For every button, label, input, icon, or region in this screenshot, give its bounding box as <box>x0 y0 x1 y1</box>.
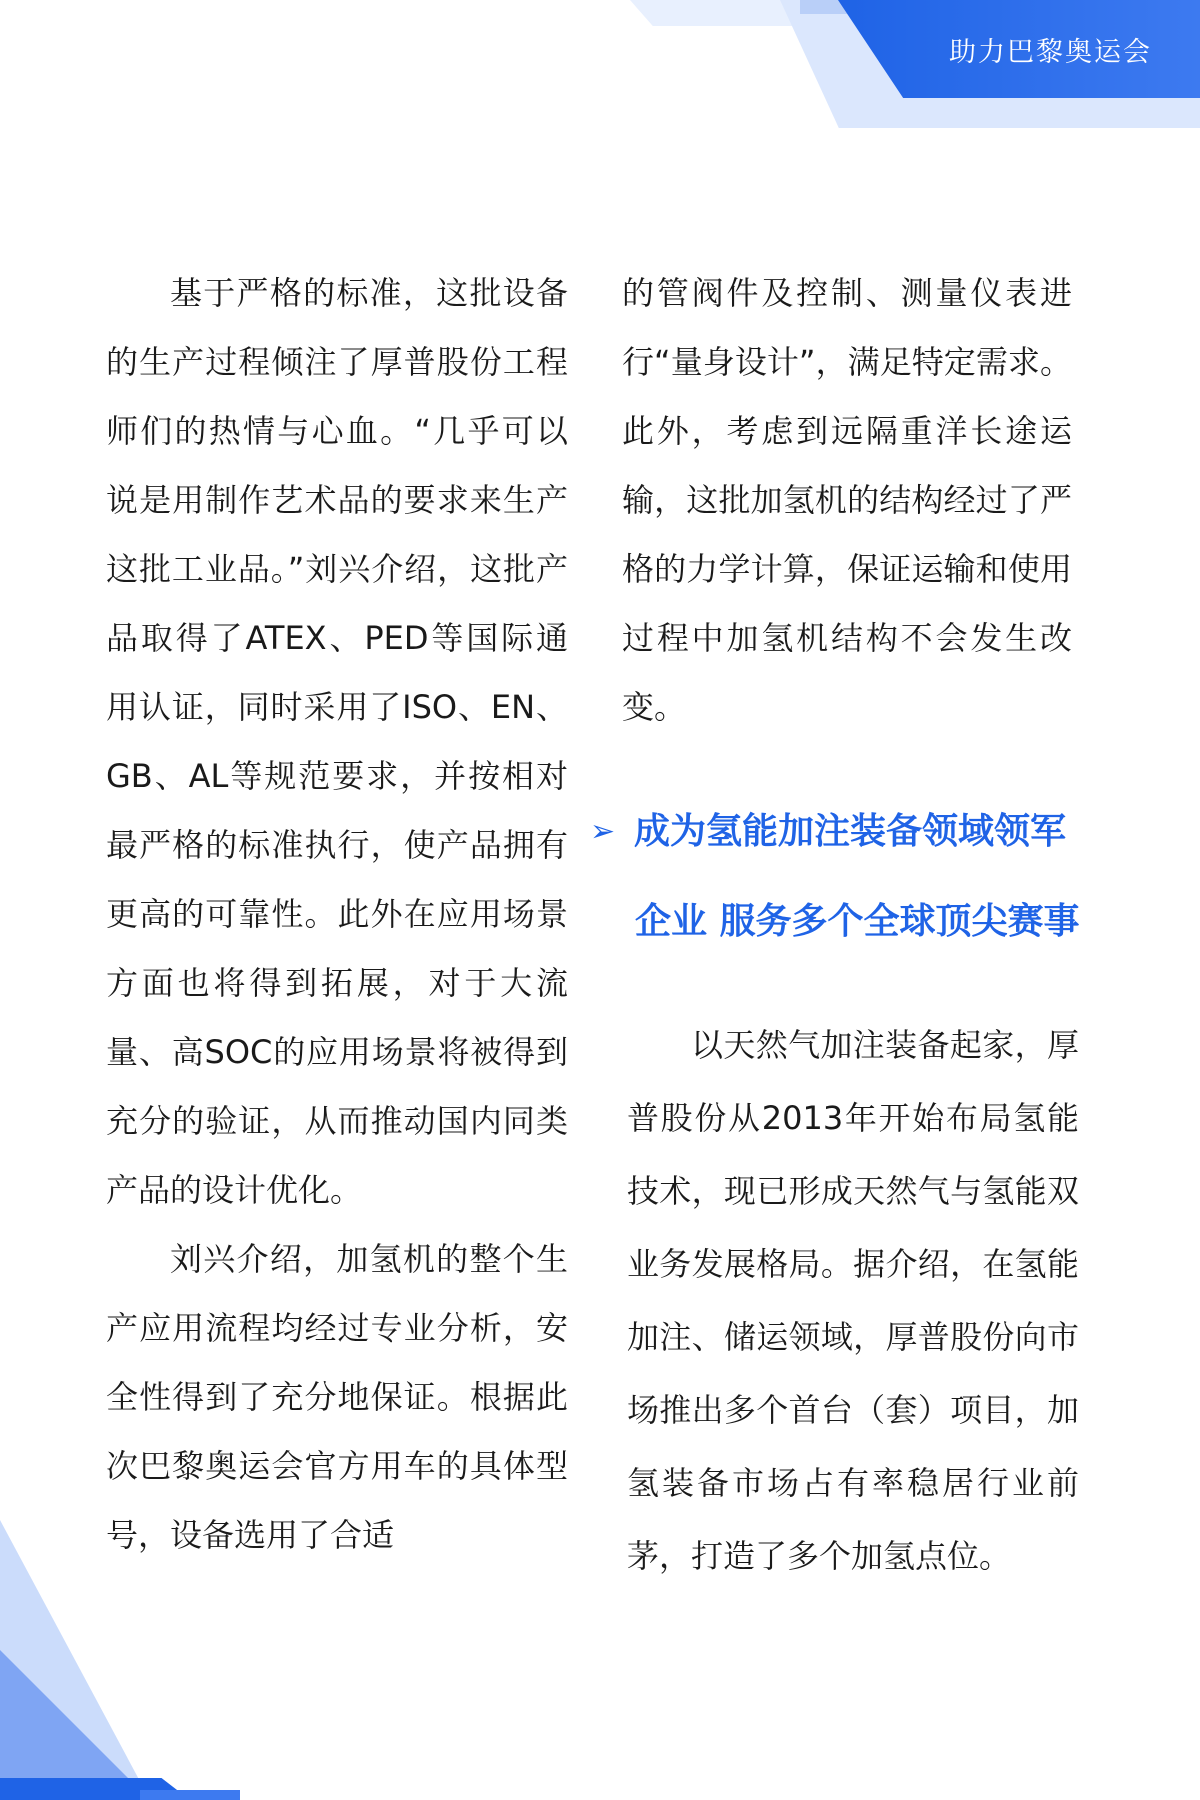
right-column-bottom <box>627 1009 1079 1593</box>
header-title: 助力巴黎奥运会 <box>949 37 1152 68</box>
left-column <box>106 259 568 1570</box>
left-paragraph-1: 基于严格的标准，这批设备的生产过程倾注了厚普股份工程师们的热情与心血。“几乎可以说是用制作艺术品的要求来生产这批工业品。”刘兴介绍，这批产品取得了ATEX、PED等国际通用认证，同时采用了ISO、EN、GB、AL等规范要求，并按相对最严格的标准执行，使产品拥有更高的可靠性。此外在应用场景方面也将得到拓展，对于大流量、高SOC的应用场景将被得到充分的验证，从而推动国内同类产品的设计优化。 <box>106 274 568 1209</box>
chevron-right-icon: ➢ <box>590 814 616 849</box>
section-heading-line-2: 企业 服务多个全球顶尖赛事 <box>635 901 1080 942</box>
footer-decoration-strip <box>140 1790 240 1800</box>
section-heading <box>590 787 1190 967</box>
left-paragraph-2: 刘兴介绍，加氢机的整个生产应用流程均经过专业分析，安全性得到了充分地保证。根据此次巴黎奥运会官方用车的具体型号，设备选用了合适 <box>106 1240 568 1554</box>
right-column-top <box>622 259 1072 742</box>
section-heading-line-1: 成为氢能加注装备领域领军 <box>634 811 1067 852</box>
right-paragraph: 以天然气加注装备起家，厚普股份从2013年开始布局氢能技术，现已形成天然气与氢能双业务发展格局。据介绍，在氢能加注、储运领域，厚普股份向市场推出多个首台（套）项目，加氢装备市场占有率稳居行业前茅，打造了多个加氢点位。 <box>627 1026 1079 1575</box>
right-continuation-paragraph: 的管阀件及控制、测量仪表进行“量身设计”，满足特定需求。此外，考虑到远隔重洋长途运输，这批加氢机的结构经过了严格的力学计算，保证运输和使用过程中加氢机结构不会发生改变。 <box>622 274 1072 726</box>
